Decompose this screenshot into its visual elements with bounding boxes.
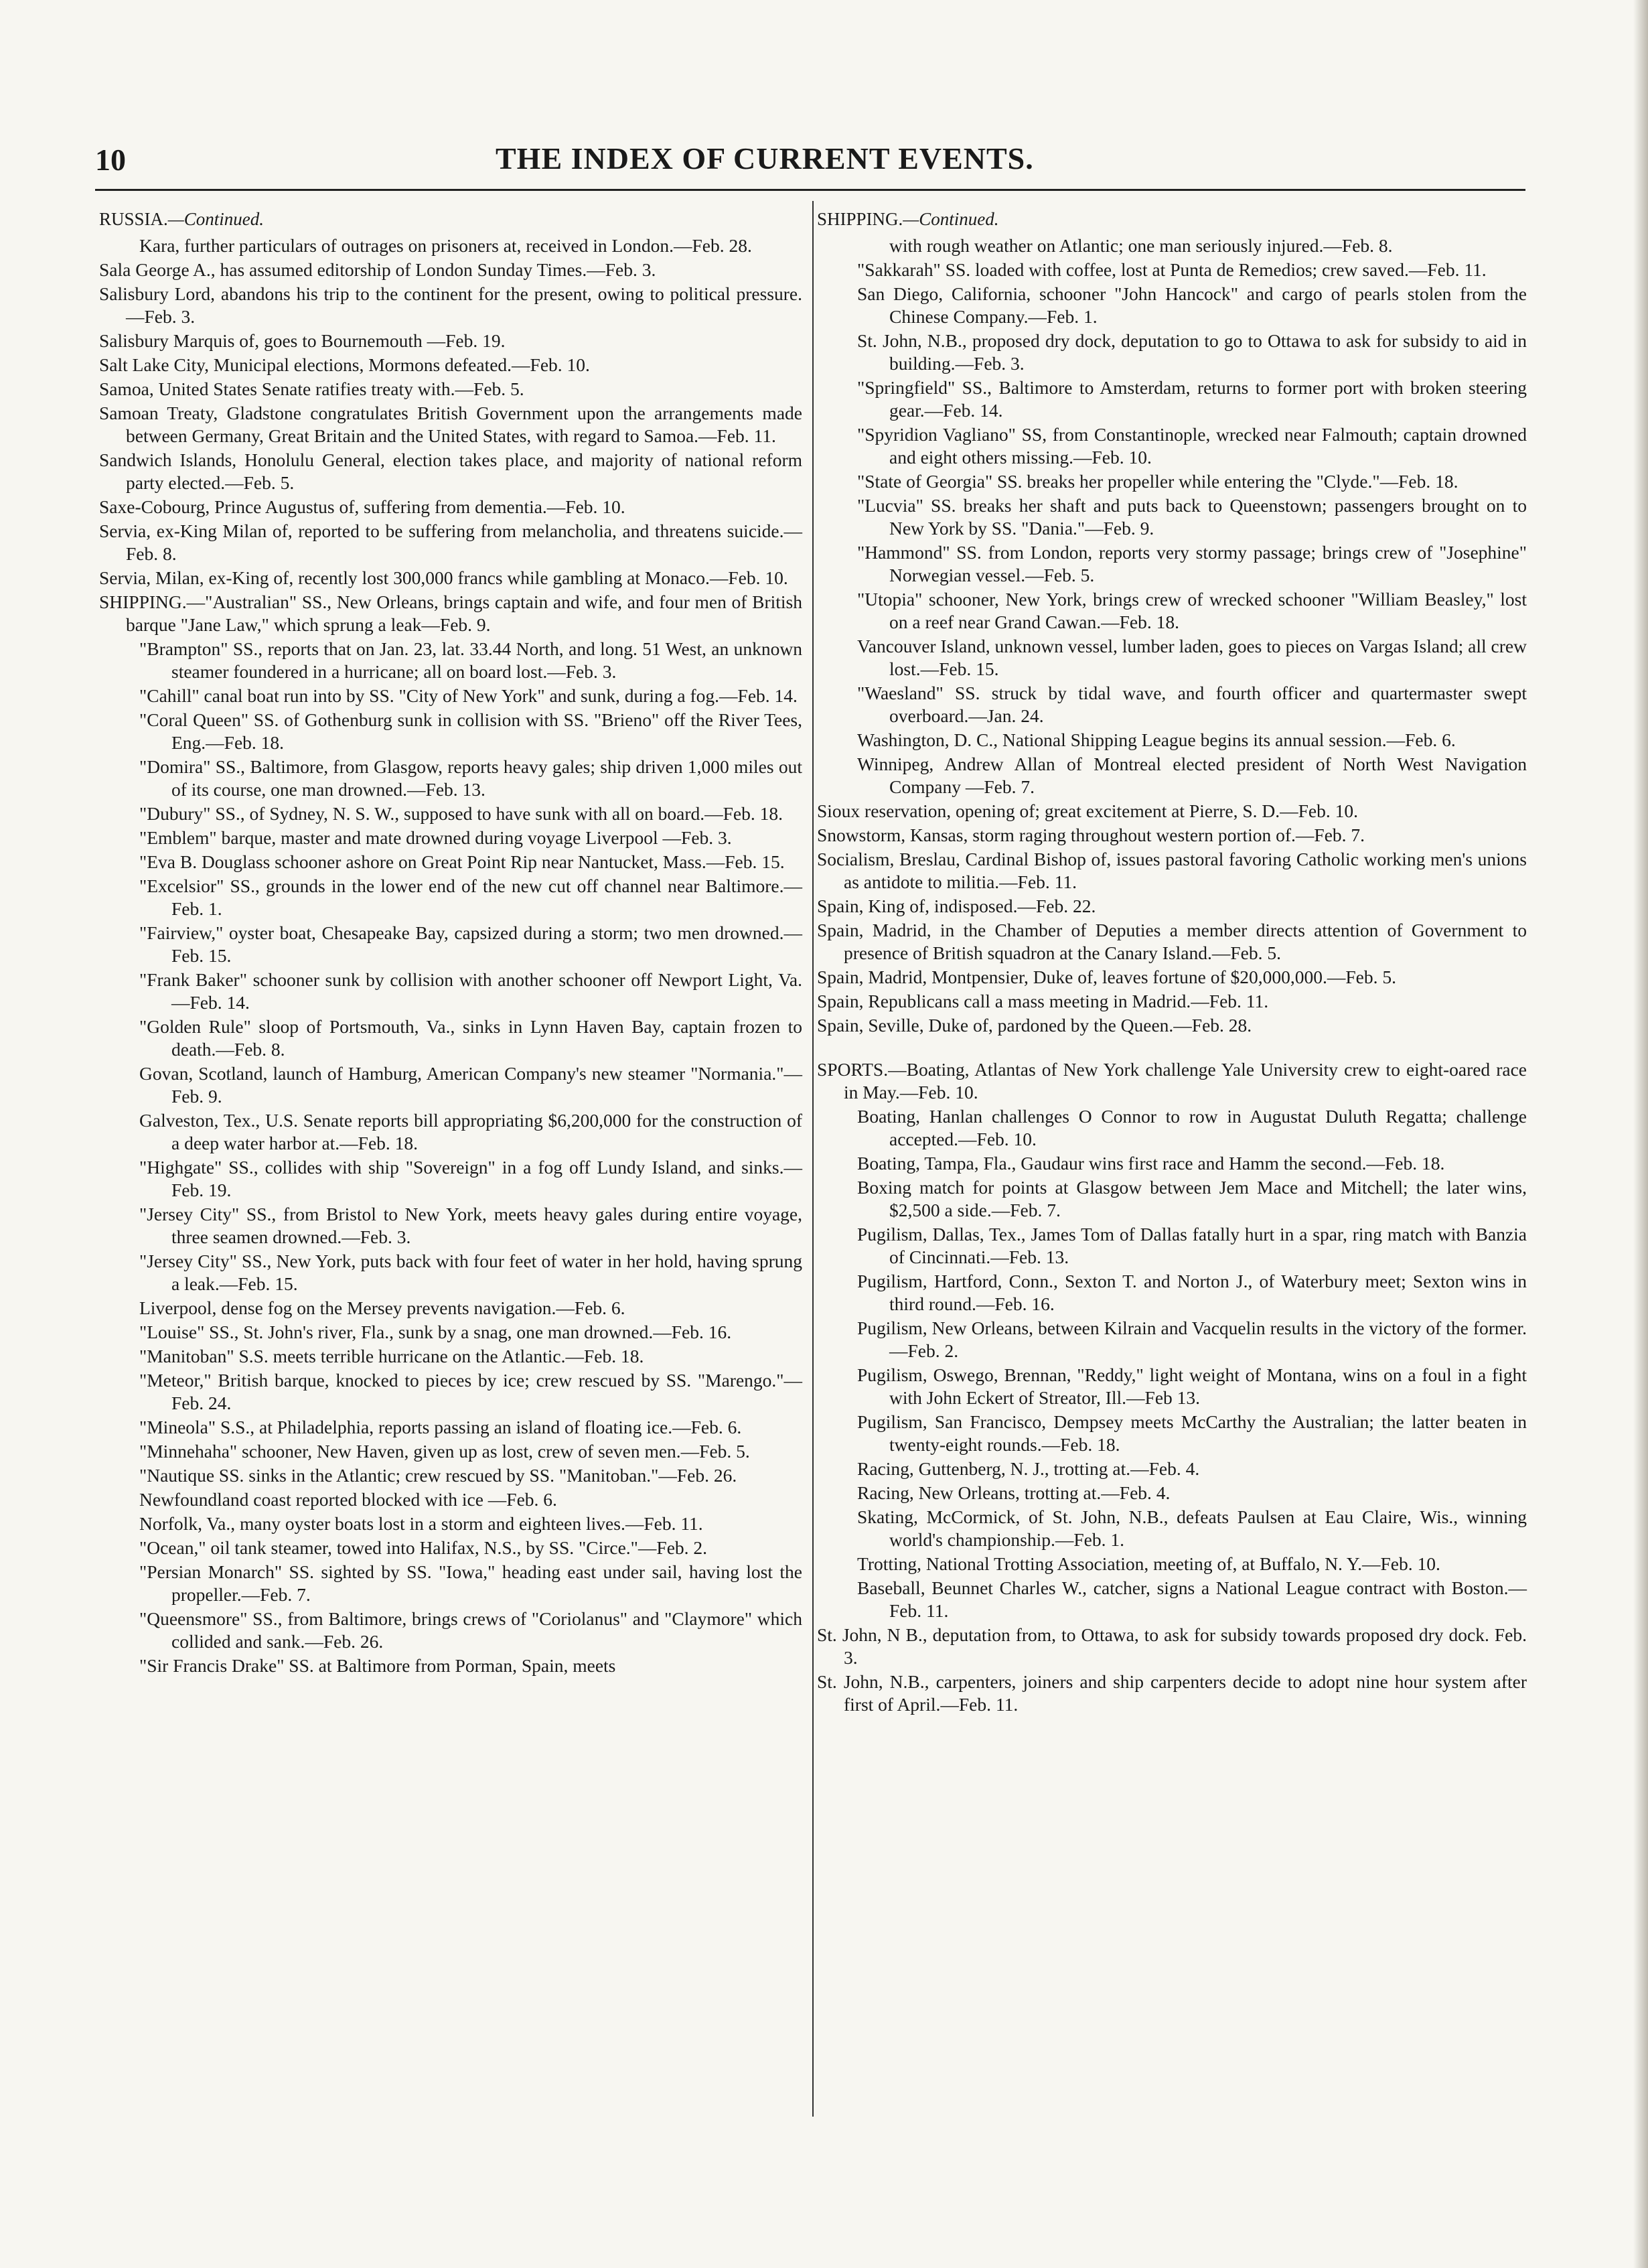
index-entry: Servia, ex-King Milan of, reported to be suffering from melancholia, and threatens suicide.—Feb. 8.	[99, 520, 802, 564]
index-entry: Skating, McCormick, of St. John, N.B., defeats Paulsen at Eau Claire, Wis., winning world's championship.—Feb. 1.	[857, 1506, 1527, 1550]
section-continued: —Continued.	[903, 209, 999, 229]
section-heading	[99, 208, 802, 230]
index-entry: "Domira" SS., Baltimore, from Glasgow, reports heavy gales; ship driven 1,000 miles out of its course, one man drowned.—Feb. 13.	[139, 756, 802, 800]
index-entry: Snowstorm, Kansas, storm raging throughout western portion of.—Feb. 7.	[817, 825, 1365, 845]
index-entry: Galveston, Tex., U.S. Senate reports bill appropriating $6,200,000 for the construction of a deep water harbor at.—Feb. 18.	[139, 1110, 802, 1153]
index-entry: St. John, N B., deputation from, to Ottawa, to ask for subsidy towards proposed dry dock. Feb. 3.	[817, 1624, 1527, 1668]
index-entry: Sandwich Islands, Honolulu General, election takes place, and majority of national reform party elected.—Feb. 5.	[99, 449, 802, 493]
index-entry: "Highgate" SS., collides with ship "Sovereign" in a fog off Lundy Island, and sinks.—Feb. 19.	[139, 1157, 802, 1200]
index-entry: Vancouver Island, unknown vessel, lumber laden, goes to pieces on Vargas Island; all crew lost.—Feb. 15.	[857, 636, 1527, 679]
column-divider	[812, 201, 814, 2117]
right-column	[817, 208, 1527, 1717]
left-column	[99, 208, 802, 1679]
index-entry: Baseball, Beunnet Charles W., catcher, signs a National League contract with Boston.—Feb. 11.	[857, 1577, 1527, 1621]
index-entry: "Fairview," oyster boat, Chesapeake Bay, capsized during a storm; two men drowned.—Feb. 15.	[139, 922, 802, 966]
index-entry: "Springfield" SS., Baltimore to Amsterdam, returns to former port with broken steering gear.—Feb. 14.	[857, 377, 1527, 421]
index-entry: "Lucvia" SS. breaks her shaft and puts back to Queenstown; passengers brought on to New York by SS. "Dania."—Feb. 9.	[857, 495, 1527, 539]
index-entry: Winnipeg, Andrew Allan of Montreal elected president of North West Navigation Company —Feb. 7.	[857, 754, 1527, 797]
index-entry: Saxe-Cobourg, Prince Augustus of, suffering from dementia.—Feb. 10.	[99, 496, 625, 517]
index-entry: Salisbury Marquis of, goes to Bournemouth —Feb. 19.	[99, 330, 506, 351]
index-entry: "Utopia" schooner, New York, brings crew of wrecked schooner "William Beasley," lost on a reef near Grand Cawan.—Feb. 18.	[857, 589, 1527, 632]
index-entry: Kara, further particulars of outrages on prisoners at, received in London.—Feb. 28.	[139, 235, 752, 256]
index-entry: Spain, Madrid, in the Chamber of Deputies a member directs attention of Government to presence of British squadron at the Canary Island.—Feb. 5.	[817, 920, 1527, 963]
page-title: THE INDEX OF CURRENT EVENTS.	[496, 141, 1034, 175]
index-entry: Newfoundland coast reported blocked with ice —Feb. 6.	[139, 1489, 557, 1510]
section-title: RUSSIA.	[99, 209, 168, 229]
index-entry: "Eva B. Douglass schooner ashore on Great Point Rip near Nantucket, Mass.—Feb. 15.	[139, 851, 785, 872]
index-entry: "Spyridion Vagliano" SS, from Constantinople, wrecked near Falmouth; captain drowned and eight others missing.—Feb. 10.	[857, 424, 1527, 468]
section-title: SHIPPING.	[817, 209, 903, 229]
index-entry: Samoan Treaty, Gladstone congratulates British Government upon the arrangements made between Germany, Great Britain and the United States, with regard to Samoa.—Feb. 11.	[99, 403, 802, 446]
index-entry: Washington, D. C., National Shipping League begins its annual session.—Feb. 6.	[857, 729, 1456, 750]
index-entry: Trotting, National Trotting Association, meeting of, at Buffalo, N. Y.—Feb. 10.	[857, 1553, 1440, 1574]
index-entry: "Mineola" S.S., at Philadelphia, reports passing an island of floating ice.—Feb. 6.	[139, 1417, 742, 1437]
index-entry: "State of Georgia" SS. breaks her propeller while entering the "Clyde."—Feb. 18.	[857, 471, 1458, 492]
index-entry: Socialism, Breslau, Cardinal Bishop of, issues pastoral favoring Catholic working men's unions as antidote to militia.—Feb. 11.	[817, 849, 1527, 892]
index-entry: Racing, Guttenberg, N. J., trotting at.—Feb. 4.	[857, 1458, 1200, 1479]
index-entry: with rough weather on Atlantic; one man seriously injured.—Feb. 8.	[889, 235, 1393, 256]
index-entry: Spain, Madrid, Montpensier, Duke of, leaves fortune of $20,000,000.—Feb. 5.	[817, 967, 1397, 987]
section-heading	[817, 208, 1527, 230]
index-entry: "Emblem" barque, master and mate drowned during voyage Liverpool —Feb. 3.	[139, 827, 732, 848]
index-entry: "Nautique SS. sinks in the Atlantic; crew rescued by SS. "Manitoban."—Feb. 26.	[139, 1465, 737, 1486]
index-entry: "Queensmore" SS., from Baltimore, brings crews of "Coriolanus" and "Claymore" which collided and sank.—Feb. 26.	[139, 1608, 802, 1652]
index-entry: "Frank Baker" schooner sunk by collision with another schooner off Newport Light, Va.—Feb. 14.	[139, 969, 802, 1013]
index-entry: "Cahill" canal boat run into by SS. "City of New York" and sunk, during a fog.—Feb. 14.	[139, 685, 798, 706]
index-entry: Boating, Tampa, Fla., Gaudaur wins first race and Hamm the second.—Feb. 18.	[857, 1153, 1445, 1174]
index-entry: Pugilism, New Orleans, between Kilrain and Vacquelin results in the victory of the former.—Feb. 2.	[857, 1318, 1527, 1361]
index-entry: SPORTS.—Boating, Atlantas of New York challenge Yale University crew to eight-oared race in May.—Feb. 10.	[817, 1059, 1527, 1103]
index-entry: "Hammond" SS. from London, reports very stormy passage; brings crew of "Josephine" Norwegian vessel.—Feb. 5.	[857, 542, 1527, 585]
index-entry: Pugilism, Dallas, Tex., James Tom of Dallas fatally hurt in a spar, ring match with Banzia of Cincinnati.—Feb. 13.	[857, 1224, 1527, 1267]
header-rule	[95, 189, 1525, 191]
index-entry: Racing, New Orleans, trotting at.—Feb. 4.	[857, 1482, 1171, 1503]
page-edge	[1633, 0, 1648, 2268]
index-entry: Salt Lake City, Municipal elections, Mormons defeated.—Feb. 10.	[99, 354, 590, 375]
index-entry: Sioux reservation, opening of; great excitement at Pierre, S. D.—Feb. 10.	[817, 800, 1359, 821]
index-entry: "Golden Rule" sloop of Portsmouth, Va., sinks in Lynn Haven Bay, captain frozen to death.—Feb. 8.	[139, 1016, 802, 1060]
index-entry: "Ocean," oil tank steamer, towed into Halifax, N.S., by SS. "Circe."—Feb. 2.	[139, 1537, 708, 1558]
index-entry: "Meteor," British barque, knocked to pieces by ice; crew rescued by SS. "Marengo."—Feb. 24.	[139, 1370, 802, 1413]
index-entry: "Manitoban" S.S. meets terrible hurricane on the Atlantic.—Feb. 18.	[139, 1346, 644, 1366]
index-entry: Servia, Milan, ex-King of, recently lost 300,000 francs while gambling at Monaco.—Feb. 10.	[99, 567, 788, 588]
section-continued: —Continued.	[167, 209, 265, 229]
index-entry: Liverpool, dense fog on the Mersey prevents navigation.—Feb. 6.	[139, 1297, 625, 1318]
index-entry: Norfolk, Va., many oyster boats lost in a storm and eighteen lives.—Feb. 11.	[139, 1513, 703, 1534]
index-entry: Boxing match for points at Glasgow between Jem Mace and Mitchell; the later wins, $2,500 a side.—Feb. 7.	[857, 1177, 1527, 1220]
page-number: 10	[95, 143, 126, 177]
index-entry: Govan, Scotland, launch of Hamburg, American Company's new steamer "Normania."—Feb. 9.	[139, 1063, 802, 1107]
index-entry: "Sir Francis Drake" SS. at Baltimore from Porman, Spain, meets	[139, 1655, 616, 1676]
index-entry: "Coral Queen" SS. of Gothenburg sunk in collision with SS. "Brieno" off the River Tees, Eng.—Feb. 18.	[139, 709, 802, 753]
index-entry: Spain, King of, indisposed.—Feb. 22.	[817, 896, 1096, 916]
index-entry: "Louise" SS., St. John's river, Fla., sunk by a snag, one man drowned.—Feb. 16.	[139, 1322, 732, 1342]
index-entry: "Waesland" SS. struck by tidal wave, and fourth officer and quartermaster swept overboard.—Jan. 24.	[857, 683, 1527, 726]
index-entry: "Minnehaha" schooner, New Haven, given up as lost, crew of seven men.—Feb. 5.	[139, 1441, 750, 1462]
index-entry: St. John, N.B., carpenters, joiners and ship carpenters decide to adopt nine hour system after first of April.—Feb. 11.	[817, 1671, 1527, 1715]
index-entry: Pugilism, Oswego, Brennan, "Reddy," light weight of Montana, wins on a foul in a fight with John Eckert of Streator, Ill.—Feb 13.	[857, 1364, 1527, 1408]
index-entry: Spain, Seville, Duke of, pardoned by the Queen.—Feb. 28.	[817, 1015, 1252, 1036]
index-entry: Spain, Republicans call a mass meeting in Madrid.—Feb. 11.	[817, 991, 1269, 1011]
spacer	[817, 1038, 1527, 1058]
index-entry: St. John, N.B., proposed dry dock, deputation to go to Ottawa to ask for subsidy to aid in building.—Feb. 3.	[857, 330, 1527, 374]
index-entry: "Excelsior" SS., grounds in the lower end of the new cut off channel near Baltimore.—Feb. 1.	[139, 875, 802, 919]
index-entry: "Jersey City" SS., from Bristol to New York, meets heavy gales during entire voyage, three seamen drowned.—Feb. 3.	[139, 1204, 802, 1247]
index-entry: "Dubury" SS., of Sydney, N. S. W., supposed to have sunk with all on board.—Feb. 18.	[139, 803, 783, 824]
index-entry: Boating, Hanlan challenges O Connor to row in Augustat Duluth Regatta; challenge accepted.—Feb. 10.	[857, 1106, 1527, 1149]
index-entry: Sala George A., has assumed editorship of London Sunday Times.—Feb. 3.	[99, 259, 656, 280]
index-entry: "Brampton" SS., reports that on Jan. 23, lat. 33.44 North, and long. 51 West, an unknown steamer foundered in a hurricane; all on board lost.—Feb. 3.	[139, 638, 802, 682]
index-entry: Samoa, United States Senate ratifies treaty with.—Feb. 5.	[99, 378, 524, 399]
index-entry: "Jersey City" SS., New York, puts back with four feet of water in her hold, having sprung a leak.—Feb. 15.	[139, 1251, 802, 1294]
entry-list	[99, 234, 802, 1677]
index-entry: SHIPPING.—"Australian" SS., New Orleans, brings captain and wife, and four men of British barque "Jane Law," which sprung a leak—Feb. 9.	[99, 591, 802, 635]
index-entry: Pugilism, San Francisco, Dempsey meets McCarthy the Australian; the latter beaten in twenty-eight rounds.—Feb. 18.	[857, 1411, 1527, 1455]
index-entry: Salisbury Lord, abandons his trip to the continent for the present, owing to political pressure.—Feb. 3.	[99, 283, 802, 327]
index-entry: Pugilism, Hartford, Conn., Sexton T. and Norton J., of Waterbury meet; Sexton wins in third round.—Feb. 16.	[857, 1271, 1527, 1314]
index-entry: San Diego, California, schooner "John Hancock" and cargo of pearls stolen from the Chinese Company.—Feb. 1.	[857, 283, 1527, 327]
index-entry: "Sakkarah" SS. loaded with coffee, lost at Punta de Remedios; crew saved.—Feb. 11.	[857, 259, 1487, 280]
index-entry: "Persian Monarch" SS. sighted by SS. "Iowa," heading east under sail, having lost the propeller.—Feb. 7.	[139, 1561, 802, 1605]
entry-list	[817, 234, 1527, 1716]
